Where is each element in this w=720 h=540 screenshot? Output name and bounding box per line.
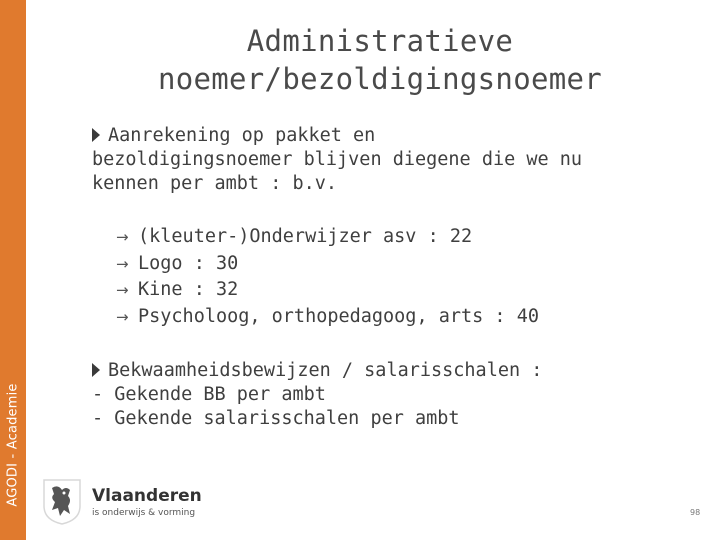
- sidebar-band: [0, 0, 26, 540]
- arrow-right-icon: →: [116, 308, 129, 327]
- bullet-line: [92, 359, 542, 383]
- flemish-lion-icon: [40, 476, 84, 526]
- arrow-right-icon: →: [116, 281, 129, 300]
- list-item: [116, 224, 539, 251]
- slide-title: [40, 22, 720, 98]
- bullet-line: - Gekende salarisschalen per ambt: [92, 408, 460, 429]
- bullet-text: Aanrekening op pakket en: [108, 125, 376, 146]
- triangle-bullet-icon: [92, 363, 100, 377]
- title-line-2: noemer/bezoldigingsnoemer: [158, 62, 602, 96]
- list-item-text: Kine : 32: [138, 279, 239, 301]
- list-item: [116, 251, 539, 278]
- list-item: [116, 304, 539, 331]
- logo-name: Vlaanderen: [92, 486, 202, 506]
- list-item-text: Logo : 30: [138, 252, 239, 274]
- sidebar-label: AGODI - Academie: [5, 383, 21, 507]
- arrow-right-icon: →: [116, 254, 129, 273]
- list-item: [116, 277, 539, 304]
- vlaanderen-logo: [40, 474, 240, 530]
- page-number: 98: [690, 508, 701, 517]
- bullet-text: Bekwaamheidsbewijzen / salarisschalen :: [108, 360, 543, 381]
- bullet-line: [92, 124, 582, 148]
- bullet-line: - Gekende BB per ambt: [92, 384, 326, 405]
- bullet-aanrekening: [92, 124, 582, 196]
- bullet-line: kennen per ambt : b.v.: [92, 173, 338, 194]
- logo-subtitle: is onderwijs & vorming: [92, 508, 196, 518]
- title-line-1: Administratieve: [246, 24, 514, 58]
- list-item-text: (kleuter-)Onderwijzer asv : 22: [138, 226, 473, 247]
- arrow-right-icon: →: [116, 228, 129, 246]
- triangle-bullet-icon: [92, 128, 100, 142]
- sub-bullet-list: [116, 224, 539, 331]
- bullet-bekwaamheidsbewijzen: [92, 359, 542, 431]
- list-item-text: Psycholoog, orthopedagoog, arts : 40: [138, 306, 539, 328]
- bullet-line: bezoldigingsnoemer blijven diegene die we nu: [92, 149, 583, 170]
